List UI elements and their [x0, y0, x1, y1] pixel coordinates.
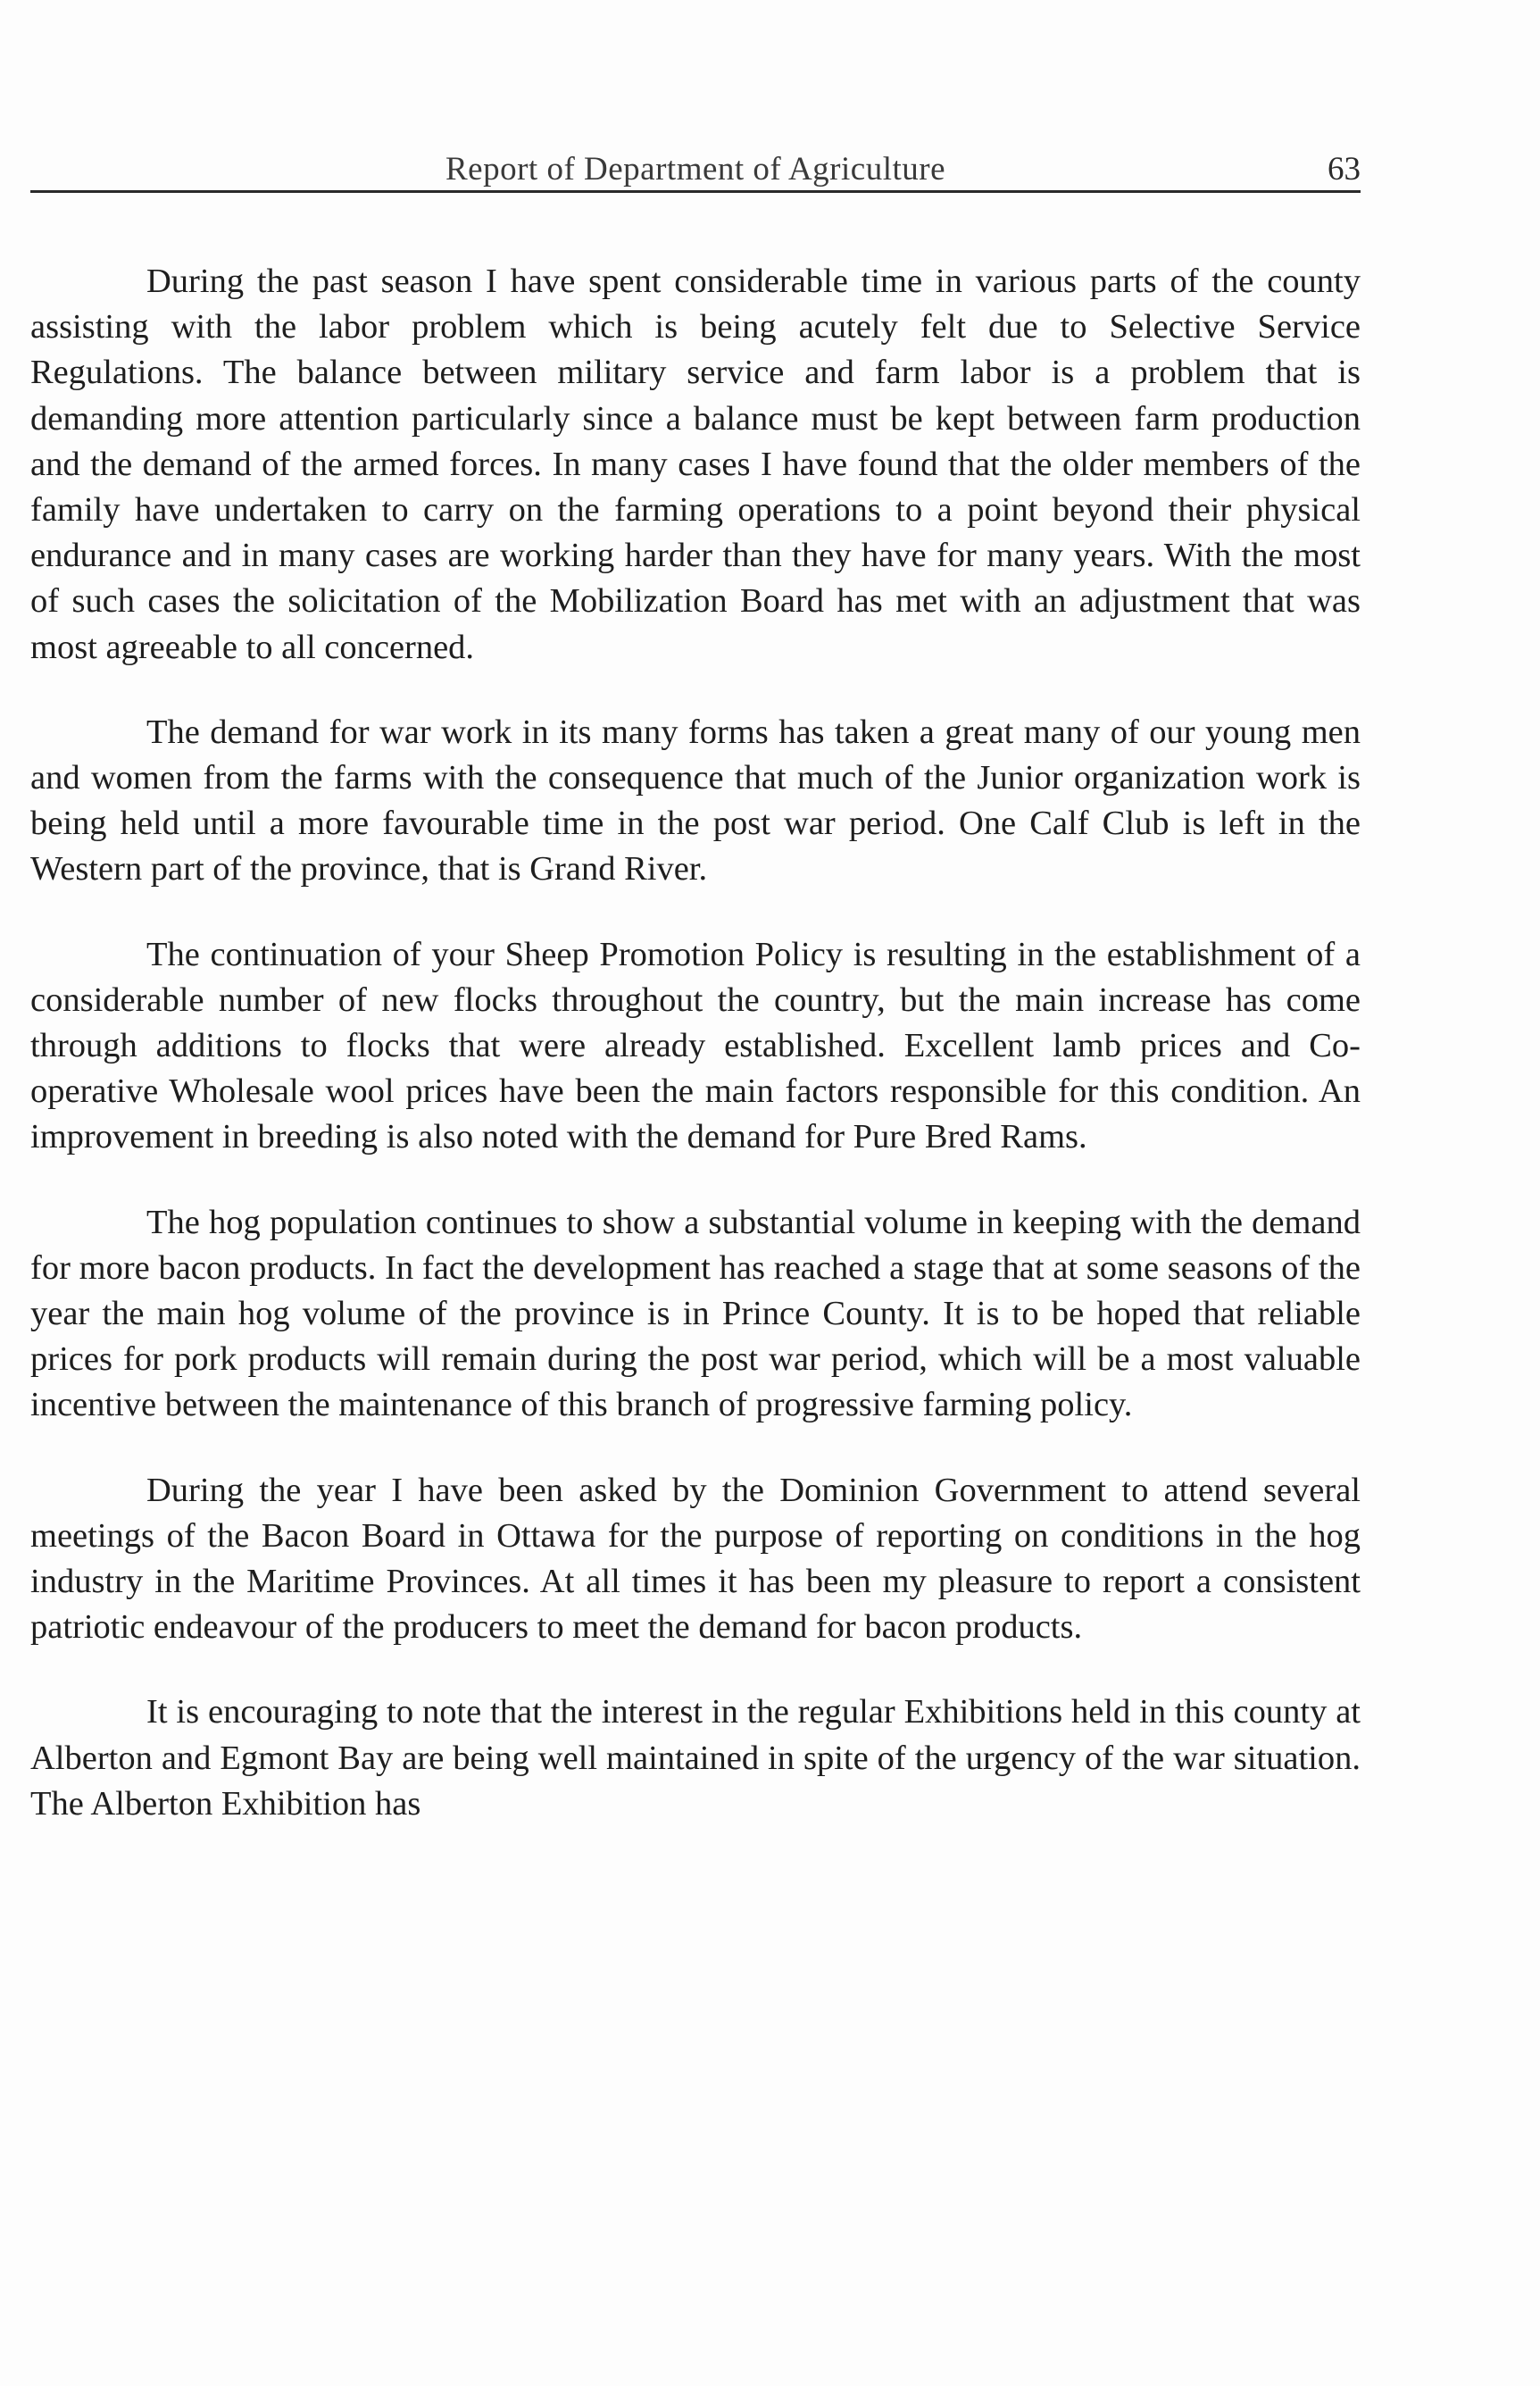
paragraph-hogs: The hog population continues to show a substantial volume in keeping with the demand for more bacon products. In fact the development has reached a stage that at some seasons of the year the main hog volume of the province is in Prince County. It is to be hoped that reliable prices for pork products will remain during the post war period, which will be a most valuable incentive between the maintenance of this branch of progressive farming policy.: [30, 1203, 1361, 1424]
paragraph-labor: During the past season I have spent considerable time in various parts of the county assisting with the labor problem which is being acutely felt due to Selective Service Regulations. The balance between military service and farm labor is a problem that is demanding more attention particularly since a balance must be kept between farm production and the demand of the armed forces. In many cases I have found that the older members of the family have undertaken to carry on the farming operations to a point beyond their physical endurance and in many cases are working harder than they have for many years. With the most of such cases the solicitation of the Mobilization Board has met with an adjustment that was most agreeable to all concerned.: [30, 263, 1361, 666]
header-title: Report of Department of Agriculture: [445, 151, 945, 188]
body-text: [30, 259, 1361, 1866]
paragraph-exhibitions: It is encouraging to note that the interest in the regular Exhibitions held in this county at Alberton and Egmont Bay are being well maintained in spite of the urgency of the war situation. The Alberton Exhibition has: [30, 1693, 1361, 1823]
paragraph-bacon-board: During the year I have been asked by the Dominion Government to attend several meetings of the Bacon Board in Ottawa for the purpose of reporting on conditions in the hog industry in the Maritime Provinces. At all times it has been my pleasure to report a consistent patriotic endeavour of the producers to meet the demand for bacon products.: [30, 1471, 1361, 1647]
running-header: [30, 150, 1361, 193]
page-number: 63: [1328, 151, 1361, 188]
header-rule: [30, 190, 1361, 193]
paragraph-sheep: The continuation of your Sheep Promotion Policy is resulting in the establishment of a considerable number of new flocks throughout the country, but the main increase has come through additions to flocks that were already established. Excellent lamb prices and Co-operative Wholesale wool prices have been the main factors responsible for this condition. An improvement in breeding is also noted with the demand for Pure Bred Rams.: [30, 935, 1361, 1156]
paragraph-war-work: The demand for war work in its many forms has taken a great many of our young men and women from the farms with the consequence that much of the Junior organization work is being held until a more favourable time in the post war period. One Calf Club is left in the Western part of the province, that is Grand River.: [30, 713, 1361, 888]
